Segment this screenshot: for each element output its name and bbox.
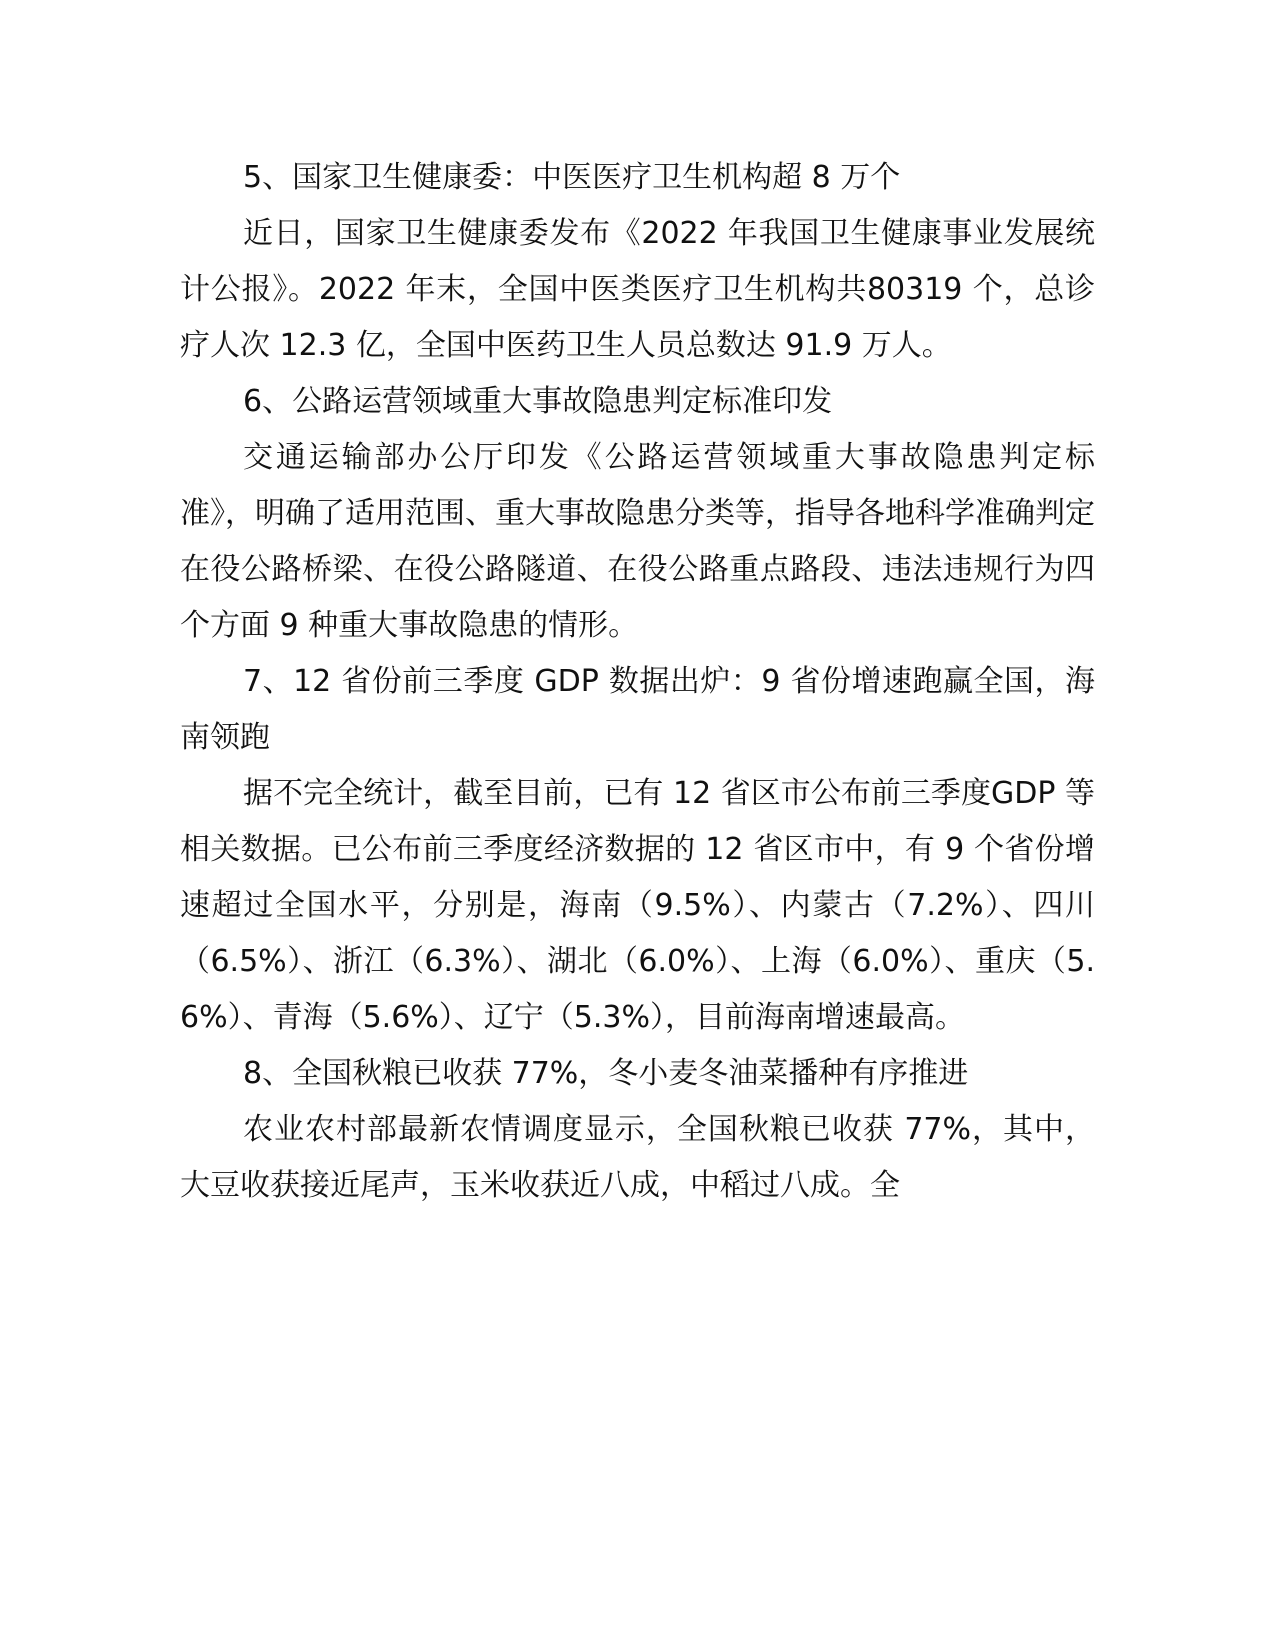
section-body-6: 交通运输部办公厅印发《公路运营领域重大事故隐患判定标准》，明确了适用范围、重大事故隐患分类等，指导各地科学准确判定在役公路桥梁、在役公路隧道、在役公路重点路段、违法违规行为四个方面 9 种重大事故隐患的情形。 [180, 440, 1095, 643]
section-heading-5: 5、国家卫生健康委：中医医疗卫生机构超 8 万个 [243, 160, 901, 195]
section-heading-6: 6、公路运营领域重大事故隐患判定标准印发 [243, 384, 833, 419]
section-body-5: 近日，国家卫生健康委发布《2022 年我国卫生健康事业发展统计公报》。2022 年末，全国中医类医疗卫生机构共80319 个，总诊疗人次 12.3 亿，全国中医药卫生人员总数达 91.9 万人。 [180, 216, 1095, 363]
section-heading-7: 7、12 省份前三季度 GDP 数据出炉：9 省份增速跑赢全国，海南领跑 [180, 664, 1095, 755]
section-heading-8: 8、全国秋粮已收获 77%，冬小麦冬油菜播种有序推进 [243, 1056, 969, 1091]
section-body-7: 据不完全统计，截至目前，已有 12 省区市公布前三季度GDP 等相关数据。已公布前三季度经济数据的 12 省区市中，有 9 个省份增速超过全国水平，分别是，海南（9.5%）、内蒙古（7.2%）、四川（6.5%）、浙江（6.3%）、湖北（6.0%）、上海（6.0%）、重庆（5.6%）、青海（5.6%）、辽宁（5.3%），目前海南增速最高。 [180, 776, 1095, 1035]
document-body [180, 150, 1095, 1214]
section-body-8: 农业农村部最新农情调度显示，全国秋粮已收获 77%，其中，大豆收获接近尾声，玉米收获近八成，中稻过八成。全 [180, 1112, 1095, 1203]
